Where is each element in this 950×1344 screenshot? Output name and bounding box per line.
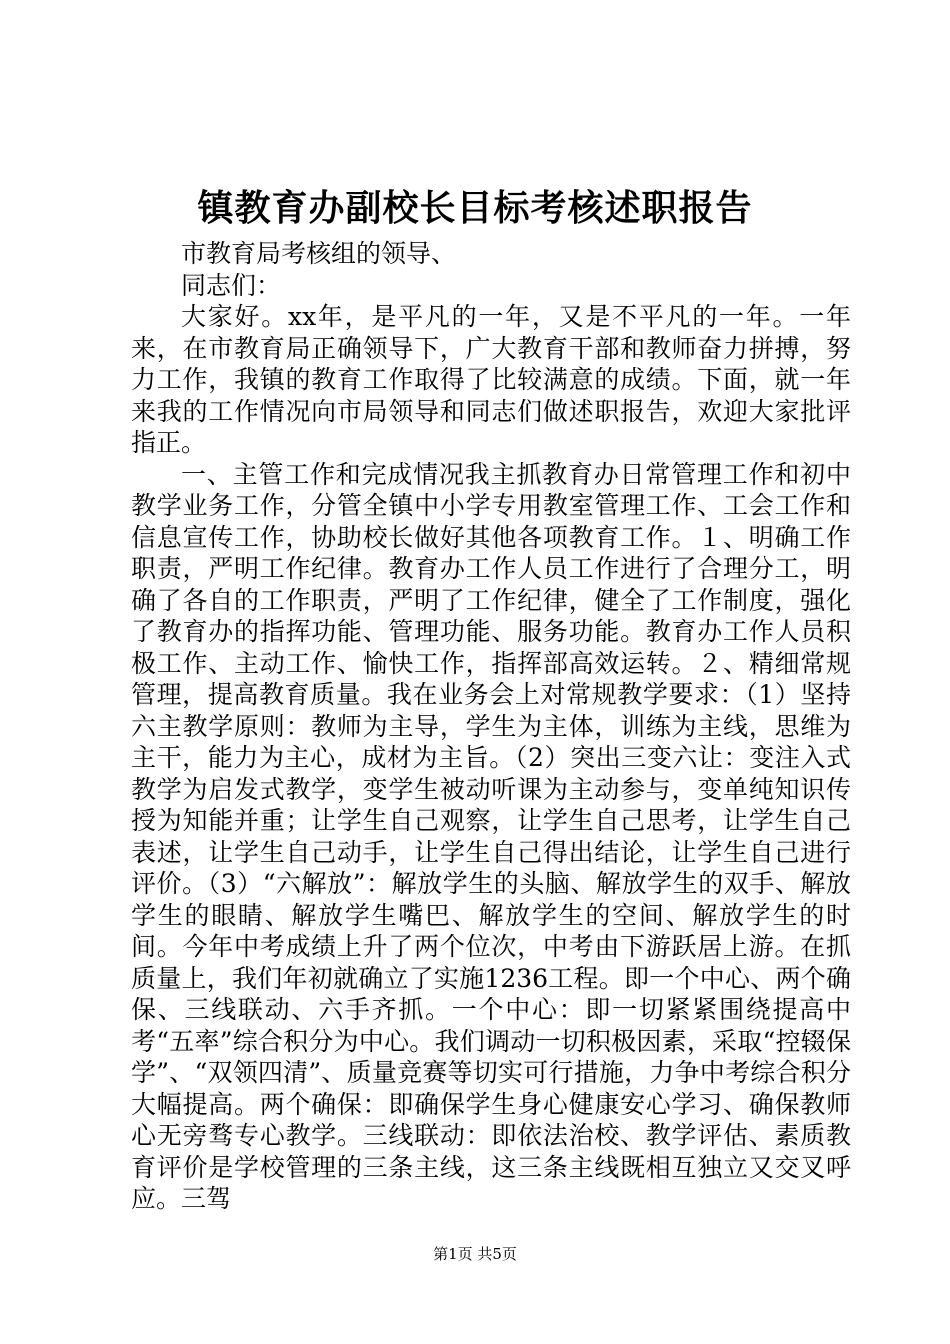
- salutation-line-1: 市教育局考核组的领导、: [181, 239, 457, 268]
- salutation-line-2: 同志们：: [181, 270, 282, 300]
- document-body: [131, 238, 851, 1215]
- paragraph-greeting: 大家好。xx年，是平凡的一年，又是不平凡的一年。一年来，在市教育局正确领导下，广大教育干部和教师奋力拼搏，努力工作，我镇的教育工作取得了比较满意的成绩。下面，就一年来我的工作情况向市局领导和同志们做述职报告，欢迎大家批评指正。: [131, 302, 851, 457]
- paragraph-section-one: 一、主管工作和完成情况我主抓教育办日常管理工作和初中教学业务工作，分管全镇中小学专用教室管理工作、工会工作和信息宣传工作，协助校长做好其他各项教育工作。１、明确工作职责，严明工作纪律。教育办工作人员工作进行了合理分工，明确了各自的工作职责，严明了工作纪律，健全了工作制度，强化了教育办的指挥功能、管理功能、服务功能。教育办工作人员积极工作、主动工作、愉快工作，指挥部高效运转。２、精细常规管理，提高教育质量。我在业务会上对常规教学要求：（1）坚持六主教学原则：教师为主导，学生为主体，训练为主线，思维为主干，能力为主心，成材为主旨。（2）突出三变六让：变注入式教学为启发式教学，变学生被动听课为主动参与，变单纯知识传授为知能并重；让学生自己观察，让学生自己思考，让学生自己表述，让学生自己动手，让学生自己得出结论，让学生自己进行评价。（3）“六解放”：解放学生的头脑、解放学生的双手、解放学生的眼睛、解放学生嘴巴、解放学生的空间、解放学生的时间。今年中考成绩上升了两个位次，中考由下游跃居上游。在抓质量上，我们年初就确立了实施1236工程。即一个中心、两个确保、三线联动、六手齐抓。一个中心：即一切紧紧围绕提高中考“五率”综合积分为中心。我们调动一切积极因素，采取“控辍保学”、“双领四清”、质量竞赛等切实可行措施，力争中考综合积分大幅提高。两个确保：即确保学生身心健康安心学习、确保教师心无旁骛专心教学。三线联动：即依法治校、教学评估、素质教育评价是学校管理的三条主线，这三条主线既相互独立又交叉呼应。三驾: [131, 459, 851, 1213]
- page-number-footer: 第1页 共5页: [433, 1245, 517, 1263]
- document-title: 镇教育办副校长目标考核述职报告: [197, 187, 753, 229]
